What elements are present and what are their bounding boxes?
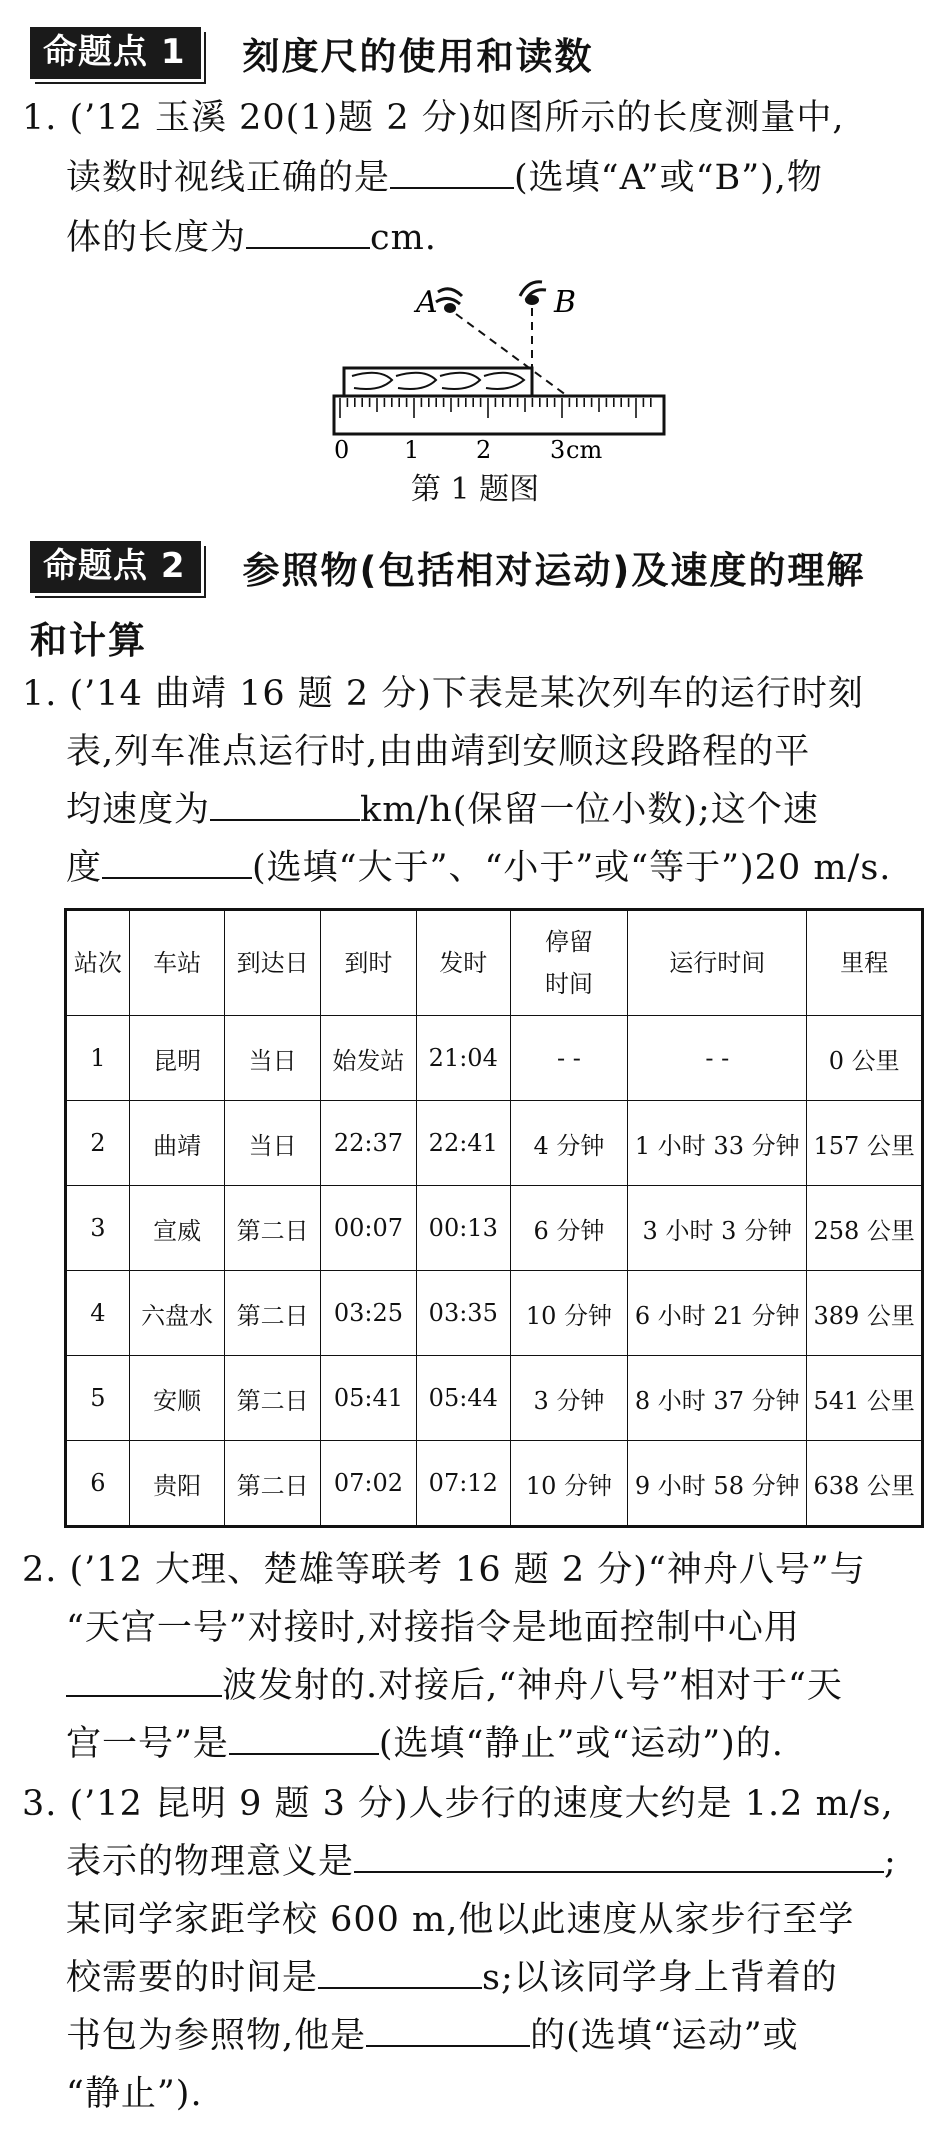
answer-blank[interactable] <box>354 1841 884 1873</box>
eye-a-icon <box>436 289 462 313</box>
table-cell: 03:25 <box>320 1271 416 1356</box>
table-row <box>66 1186 923 1271</box>
table-cell: 157 公里 <box>807 1101 923 1186</box>
s2-q2-line4-b: (选填“静止”或“运动”)的. <box>378 1724 784 1764</box>
s2-q3-line1: 3. (’12 昆明 9 题 3 分)人步行的速度大约是 1.2 m/s, <box>22 1784 894 1824</box>
section2-tag: 命题点 2 <box>30 541 201 593</box>
table-header: 到达日 <box>225 910 321 1016</box>
table-header-row <box>66 910 923 1016</box>
s2-q1-line4-b: (选填“大于”、“小于”或“等于”)20 m/s. <box>252 848 892 888</box>
section2-title: 参照物(包括相对运动)及速度的理解 <box>242 549 866 592</box>
table-cell: 00:13 <box>416 1186 510 1271</box>
s2-q3-line4 <box>66 1956 838 2000</box>
s2-q1-line1: 1. (’14 曲靖 16 题 2 分)下表是某次列车的运行时刻 <box>22 674 864 714</box>
table-cell: - - <box>628 1016 807 1101</box>
table-cell: 曲靖 <box>129 1101 225 1186</box>
eye-b-icon <box>520 282 546 305</box>
table-cell: 当日 <box>225 1016 321 1101</box>
train-timetable <box>64 908 924 1528</box>
table-header-stop-time <box>510 910 628 1016</box>
s2-q3-line3: 某同学家距学校 600 m,他以此速度从家步行至学 <box>66 1900 855 1940</box>
table-header-stop-line1: 停留 <box>544 928 593 956</box>
s2-q2-line3-b: 波发射的.对接后,“神舟八号”相对于“天 <box>222 1666 843 1706</box>
table-cell: 03:35 <box>416 1271 510 1356</box>
ruler-unit: cm <box>566 436 603 460</box>
s2-q3-line5-b: 的(选填“运动”或 <box>530 2016 799 2056</box>
table-cell: 9 小时 58 分钟 <box>628 1441 807 1527</box>
ruler-figure <box>320 270 680 460</box>
s2-q1-line3-b: km/h(保留一位小数);这个速 <box>360 790 819 830</box>
table-cell: 541 公里 <box>807 1356 923 1441</box>
s2-q3-line2 <box>66 1840 897 1884</box>
table-cell: 10 分钟 <box>510 1271 628 1356</box>
s1-q1-line2 <box>66 156 823 200</box>
table-cell: 第二日 <box>225 1356 321 1441</box>
table-cell: 6 分钟 <box>510 1186 628 1271</box>
answer-blank[interactable] <box>66 1665 222 1697</box>
s2-q3-line2-b: ; <box>884 1842 897 1882</box>
s2-q3-line2-a: 表示的物理意义是 <box>66 1842 355 1882</box>
section1-tag: 命题点 1 <box>30 27 201 79</box>
answer-blank[interactable] <box>229 1723 379 1755</box>
s2-q1-line4 <box>66 846 891 890</box>
section2-title-cont: 和计算 <box>30 619 147 662</box>
table-cell: 22:37 <box>320 1101 416 1186</box>
s2-q3-line5-a: 书包为参照物,他是 <box>66 2016 367 2056</box>
table-header: 站次 <box>66 910 130 1016</box>
table-cell: 第二日 <box>225 1271 321 1356</box>
s2-q2-line4-a: 宫一号”是 <box>66 1724 229 1764</box>
table-cell: 258 公里 <box>807 1186 923 1271</box>
table-row <box>66 1101 923 1186</box>
table-cell: 00:07 <box>320 1186 416 1271</box>
table-header-stop-line2: 时间 <box>544 970 593 998</box>
table-cell: 0 公里 <box>807 1016 923 1101</box>
s1-q1-line1: 1. (’12 玉溪 20(1)题 2 分)如图所示的长度测量中, <box>22 98 845 138</box>
answer-blank[interactable] <box>210 789 360 821</box>
table-cell: 6 <box>66 1441 130 1527</box>
table-cell: 六盘水 <box>129 1271 225 1356</box>
s2-q3-line4-b: s;以该同学身上背着的 <box>482 1958 838 1998</box>
table-cell: 贵阳 <box>129 1441 225 1527</box>
eye-b-label: B <box>554 285 577 320</box>
table-cell: 389 公里 <box>807 1271 923 1356</box>
answer-blank[interactable] <box>366 2015 530 2047</box>
table-cell: 05:41 <box>320 1356 416 1441</box>
s2-q3-line5 <box>66 2014 799 2058</box>
table-header: 运行时间 <box>628 910 807 1016</box>
table-cell: 第二日 <box>225 1186 321 1271</box>
table-header: 到时 <box>320 910 416 1016</box>
table-header: 里程 <box>807 910 923 1016</box>
ruler-tick-label: 3 <box>550 436 566 460</box>
s1-q1-line2-b: (选填“A”或“B”),物 <box>514 158 823 198</box>
eye-a-label: A <box>416 285 438 320</box>
table-cell: 2 <box>66 1101 130 1186</box>
s2-q1-line3 <box>66 788 819 832</box>
table-cell: 07:12 <box>416 1441 510 1527</box>
section1-header <box>30 26 594 80</box>
table-cell: 6 小时 21 分钟 <box>628 1271 807 1356</box>
table-row <box>66 1356 923 1441</box>
ruler-tick-label: 1 <box>404 436 420 460</box>
table-cell: 5 <box>66 1356 130 1441</box>
table-cell: 07:02 <box>320 1441 416 1527</box>
table-cell: - - <box>510 1016 628 1101</box>
table-cell: 05:44 <box>416 1356 510 1441</box>
table-cell: 638 公里 <box>807 1441 923 1527</box>
answer-blank[interactable] <box>102 847 252 879</box>
table-cell: 4 <box>66 1271 130 1356</box>
table-cell: 1 小时 33 分钟 <box>628 1101 807 1186</box>
table-row <box>66 1441 923 1527</box>
answer-blank[interactable] <box>390 157 514 189</box>
s2-q2-line2: “天宫一号”对接时,对接指令是地面控制中心用 <box>66 1608 800 1648</box>
table-cell: 第二日 <box>225 1441 321 1527</box>
table-row <box>66 1016 923 1101</box>
ruler-tick-label: 0 <box>334 436 350 460</box>
s1-q1-line2-a: 读数时视线正确的是 <box>66 158 391 198</box>
s2-q1-line2: 表,列车准点运行时,由曲靖到安顺这段路程的平 <box>66 732 811 772</box>
table-cell: 昆明 <box>129 1016 225 1101</box>
table-cell: 3 分钟 <box>510 1356 628 1441</box>
table-cell: 安顺 <box>129 1356 225 1441</box>
table-cell: 21:04 <box>416 1016 510 1101</box>
section2-header <box>30 540 865 594</box>
s2-q2-line4 <box>66 1722 784 1766</box>
table-cell: 3 小时 3 分钟 <box>628 1186 807 1271</box>
table-header: 发时 <box>416 910 510 1016</box>
s1-q1-line3-a: 体的长度为 <box>66 218 247 258</box>
section1-title: 刻度尺的使用和读数 <box>242 35 594 78</box>
table-cell: 1 <box>66 1016 130 1101</box>
table-cell: 当日 <box>225 1101 321 1186</box>
table-cell: 3 <box>66 1186 130 1271</box>
table-cell: 10 分钟 <box>510 1441 628 1527</box>
ruler-tick-label: 2 <box>476 436 492 460</box>
table-cell: 始发站 <box>320 1016 416 1101</box>
figure-caption: 第 1 题图 <box>410 472 540 507</box>
table-cell: 宣威 <box>129 1186 225 1271</box>
table-row <box>66 1271 923 1356</box>
table-cell: 8 小时 37 分钟 <box>628 1356 807 1441</box>
answer-blank[interactable] <box>246 217 370 249</box>
s2-q2-line1: 2. (’12 大理、楚雄等联考 16 题 2 分)“神舟八号”与 <box>22 1550 866 1590</box>
s1-q1-line3-b: cm. <box>370 218 437 258</box>
s2-q1-line4-a: 度 <box>66 848 103 888</box>
table-header: 车站 <box>129 910 225 1016</box>
s2-q1-line3-a: 均速度为 <box>66 790 211 830</box>
s2-q3-line6: “静止”). <box>66 2074 203 2114</box>
table-cell: 22:41 <box>416 1101 510 1186</box>
s2-q2-line3 <box>66 1664 843 1708</box>
s2-q3-line4-a: 校需要的时间是 <box>66 1958 319 1998</box>
table-cell: 4 分钟 <box>510 1101 628 1186</box>
s1-q1-line3 <box>66 216 437 260</box>
answer-blank[interactable] <box>318 1957 482 1989</box>
